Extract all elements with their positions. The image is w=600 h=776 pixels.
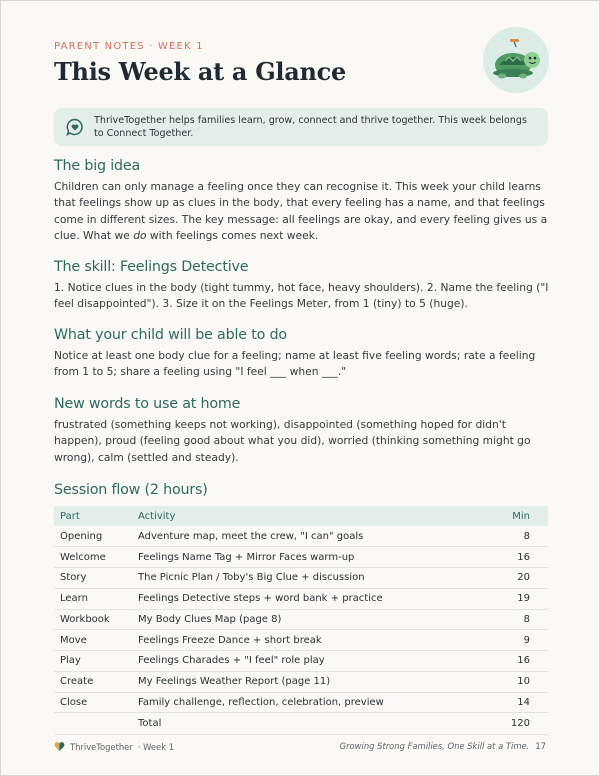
cell-part <box>54 713 132 734</box>
section-heading-able: What your child will be able to do <box>54 327 287 343</box>
mission-banner <box>54 108 548 146</box>
table-row <box>54 630 548 651</box>
table-row <box>54 671 548 692</box>
cell-part: Create <box>54 671 132 692</box>
column-header-part: Part <box>54 506 132 526</box>
section-heading-skill: The skill: Feelings Detective <box>54 259 249 275</box>
able-paragraph: Notice at least one body clue for a feeling; name at least five feeling words; rate a feeling from 1 to 5; share a feeling using "I feel ___ when ___." <box>54 349 536 379</box>
cell-activity: My Body Clues Map (page 8) <box>132 609 505 630</box>
heart-logo-icon <box>54 741 65 752</box>
cell-part: Workbook <box>54 609 132 630</box>
footer-brand-name: ThriveTogether <box>70 741 133 752</box>
section-heading-words: New words to use at home <box>54 396 241 412</box>
table-row <box>54 651 548 672</box>
table-row <box>54 609 548 630</box>
skill-paragraph: 1. Notice clues in the body (tight tummy, hot face, heavy shoulders). 2. Name the feeling ("I feel disappointed"). 3. Size it on the Feelings Meter, from 1 (tiny) to 5 (huge). <box>54 281 549 311</box>
cell-min: 10 <box>505 671 548 692</box>
cell-min: 14 <box>505 692 548 713</box>
footer-brand <box>54 741 174 752</box>
cell-part: Learn <box>54 588 132 609</box>
cell-total-min: 120 <box>510 717 530 729</box>
table-row <box>54 568 548 589</box>
footer-divider <box>54 734 548 735</box>
cell-part: Move <box>54 630 132 651</box>
banner-text: ThriveTogether helps families learn, grow, connect and thrive together. This week belongs to Connect Together. <box>94 115 527 139</box>
section-heading-flow: Session flow (2 hours) <box>54 482 208 498</box>
heart-chat-icon <box>66 118 84 136</box>
cell-activity: Feelings Charades + "I feel" role play <box>132 651 505 672</box>
page-number: 17 <box>535 741 546 751</box>
cell-activity: Feelings Name Tag + Mirror Faces warm-up <box>132 547 505 568</box>
words-paragraph: frustrated (something keeps not working), disappointed (something hoped for didn't happen), proud (feeling good about what you did), worried (thinking something might go wrong), calm (settled and steady). <box>54 418 531 464</box>
page-title: This Week at a Glance <box>54 57 346 86</box>
table-row <box>54 692 548 713</box>
cell-min: 16 <box>505 547 548 568</box>
table-row <box>54 588 548 609</box>
table-header-row <box>54 506 548 526</box>
cell-min: 8 <box>505 526 548 547</box>
cell-activity: The Picnic Plan / Toby's Big Clue + discussion <box>132 568 505 589</box>
cell-part: Opening <box>54 526 132 547</box>
cell-min: 8 <box>505 609 548 630</box>
cell-min: 19 <box>505 588 548 609</box>
cell-part: Story <box>54 568 132 589</box>
footer-tagline: Growing Strong Families, One Skill at a Time. <box>339 741 530 751</box>
column-header-min: Min <box>505 506 548 526</box>
footer-week: · Week 1 <box>137 741 175 752</box>
cell-activity: Adventure map, meet the crew, "I can" goals <box>132 526 505 547</box>
cell-total-label: Total <box>138 717 162 729</box>
cell-activity: Feelings Detective steps + word bank + practice <box>132 588 505 609</box>
cell-min: 9 <box>505 630 548 651</box>
cell-part: Play <box>54 651 132 672</box>
cell-min: 16 <box>505 651 548 672</box>
cell-part: Close <box>54 692 132 713</box>
table-row <box>54 526 548 547</box>
cell-activity: My Feelings Weather Report (page 11) <box>132 671 505 692</box>
turtle-mascot-icon <box>483 27 549 93</box>
footer-meta <box>340 741 546 751</box>
table-row <box>54 547 548 568</box>
eyebrow-label: PARENT NOTES · WEEK 1 <box>54 41 204 52</box>
cell-min: 20 <box>505 568 548 589</box>
cell-part: Welcome <box>54 547 132 568</box>
cell-activity: Feelings Freeze Dance + short break <box>132 630 505 651</box>
cell-activity: Family challenge, reflection, celebration, preview <box>132 692 505 713</box>
session-flow-table <box>54 506 548 734</box>
big-idea-paragraph: Children can only manage a feeling once they can recognise it. This week your child learns that feelings show up as clues in the body, that every feeling has a name, and that feelings come in different sizes. The key message: all feelings are okay, and every feeling gives us a clue. What we do with feelings comes next week. <box>54 180 548 243</box>
section-heading-big-idea: The big idea <box>54 158 141 174</box>
column-header-activity: Activity <box>132 506 505 526</box>
table-total-row <box>54 713 548 734</box>
